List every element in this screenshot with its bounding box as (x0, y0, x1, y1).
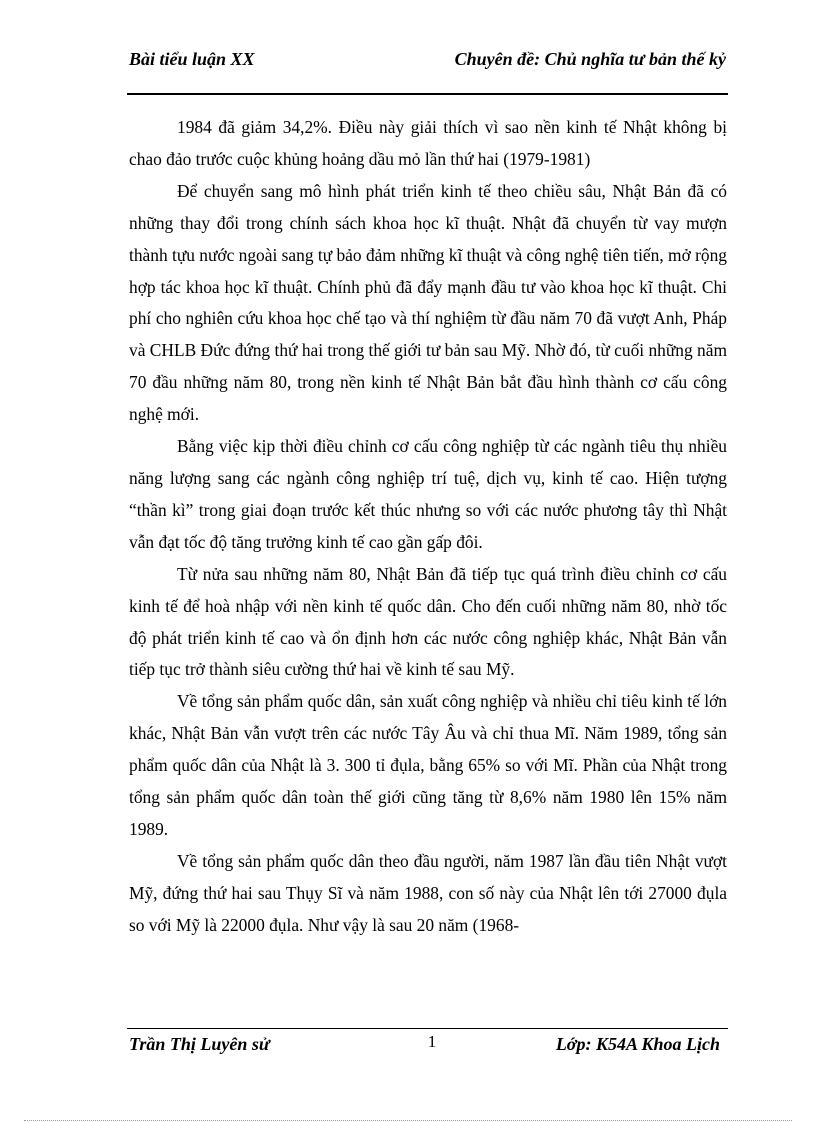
page-boundary (24, 1120, 792, 1121)
paragraph-3: Bằng việc kịp thời điều chỉnh cơ cấu công nghiệp từ các ngành tiêu thụ nhiều năng lượng sang các ngành công nghiệp trí tuệ, dịch vụ, kinh tế cao. Hiện tượng “thần kì” trong giai đoạn trước kết thúc nhưng so với các nước phương tây thì Nhật vẫn đạt tốc độ tăng trưởng kinh tế cao gần gấp đôi. (129, 436, 727, 552)
body-text (129, 112, 727, 942)
header-right-topic: Chuyên đề: Chủ nghĩa tư bản thế kỷ (454, 49, 726, 69)
paragraph-5: Về tổng sản phẩm quốc dân, sản xuất công nghiệp và nhiều chỉ tiêu kinh tế lớn khác, Nhật Bản vẫn vượt trên các nước Tây Âu và chỉ thua Mĩ. Năm 1989, tổng sản phẩm quốc dân của Nhật là 3. 300 tỉ đụla, bằng 65% so với Mĩ. Phần của Nhật trong tổng sản phẩm quốc dân toàn thế giới cũng tăng từ 8,6% năm 1980 lên 15% năm 1989. (129, 691, 727, 839)
paragraph-1: 1984 đã giảm 34,2%. Điều này giải thích vì sao nền kinh tế Nhật không bị chao đảo trước cuộc khủng hoảng dầu mỏ lần thứ hai (1979-1981) (129, 117, 727, 169)
paragraph-6: Về tổng sản phẩm quốc dân theo đầu người, năm 1987 lần đầu tiên Nhật vượt Mỹ, đứng thứ hai sau Thụy Sĩ và năm 1988, con số này của Nhật lên tới 27000 đụla so với Mỹ là 22000 đụla. Như vậy là sau 20 năm (1968- (129, 850, 727, 935)
paragraph-4: Từ nửa sau những năm 80, Nhật Bản đã tiếp tục quá trình điều chỉnh cơ cấu kinh tế để hoà nhập với nền kinh tế quốc dân. Cho đến cuối những năm 80, nhờ tốc độ phát triển kinh tế cao và ổn định hơn các nước công nghiệp khác, Nhật Bản vẫn tiếp tục trở thành siêu cường thứ hai về kinh tế sau Mỹ. (129, 563, 727, 680)
page-number: 1 (427, 1032, 437, 1051)
footer-rule (127, 1028, 728, 1029)
paragraph-2: Để chuyển sang mô hình phát triển kinh tế theo chiều sâu, Nhật Bản đã có những thay đổi trong chính sách khoa học kĩ thuật. Nhật đã chuyển từ vay mượn thành tựu nước ngoài sang tự bảo đảm những kĩ thuật và công nghệ tiên tiến, mở rộng hợp tác khoa học kĩ thuật. Chính phủ đã đẩy mạnh đầu tư vào khoa học kĩ thuật. Chi phí cho nghiên cứu khoa học chế tạo và thí nghiệm từ đầu năm 70 đã vượt Anh, Pháp và CHLB Đức đứng thứ hai trong thế giới tư bản sau Mỹ. Nhờ đó, từ cuối những năm 70 đầu những năm 80, trong nền kinh tế Nhật Bản bắt đầu hình thành cơ cấu công nghệ mới. (129, 180, 727, 425)
footer-author: Trần Thị Luyên sử (129, 1034, 270, 1054)
header-left-title: Bài tiểu luận XX (129, 49, 255, 69)
footer-class: Lớp: K54A Khoa Lịch (555, 1034, 720, 1054)
header-rule (127, 93, 728, 95)
